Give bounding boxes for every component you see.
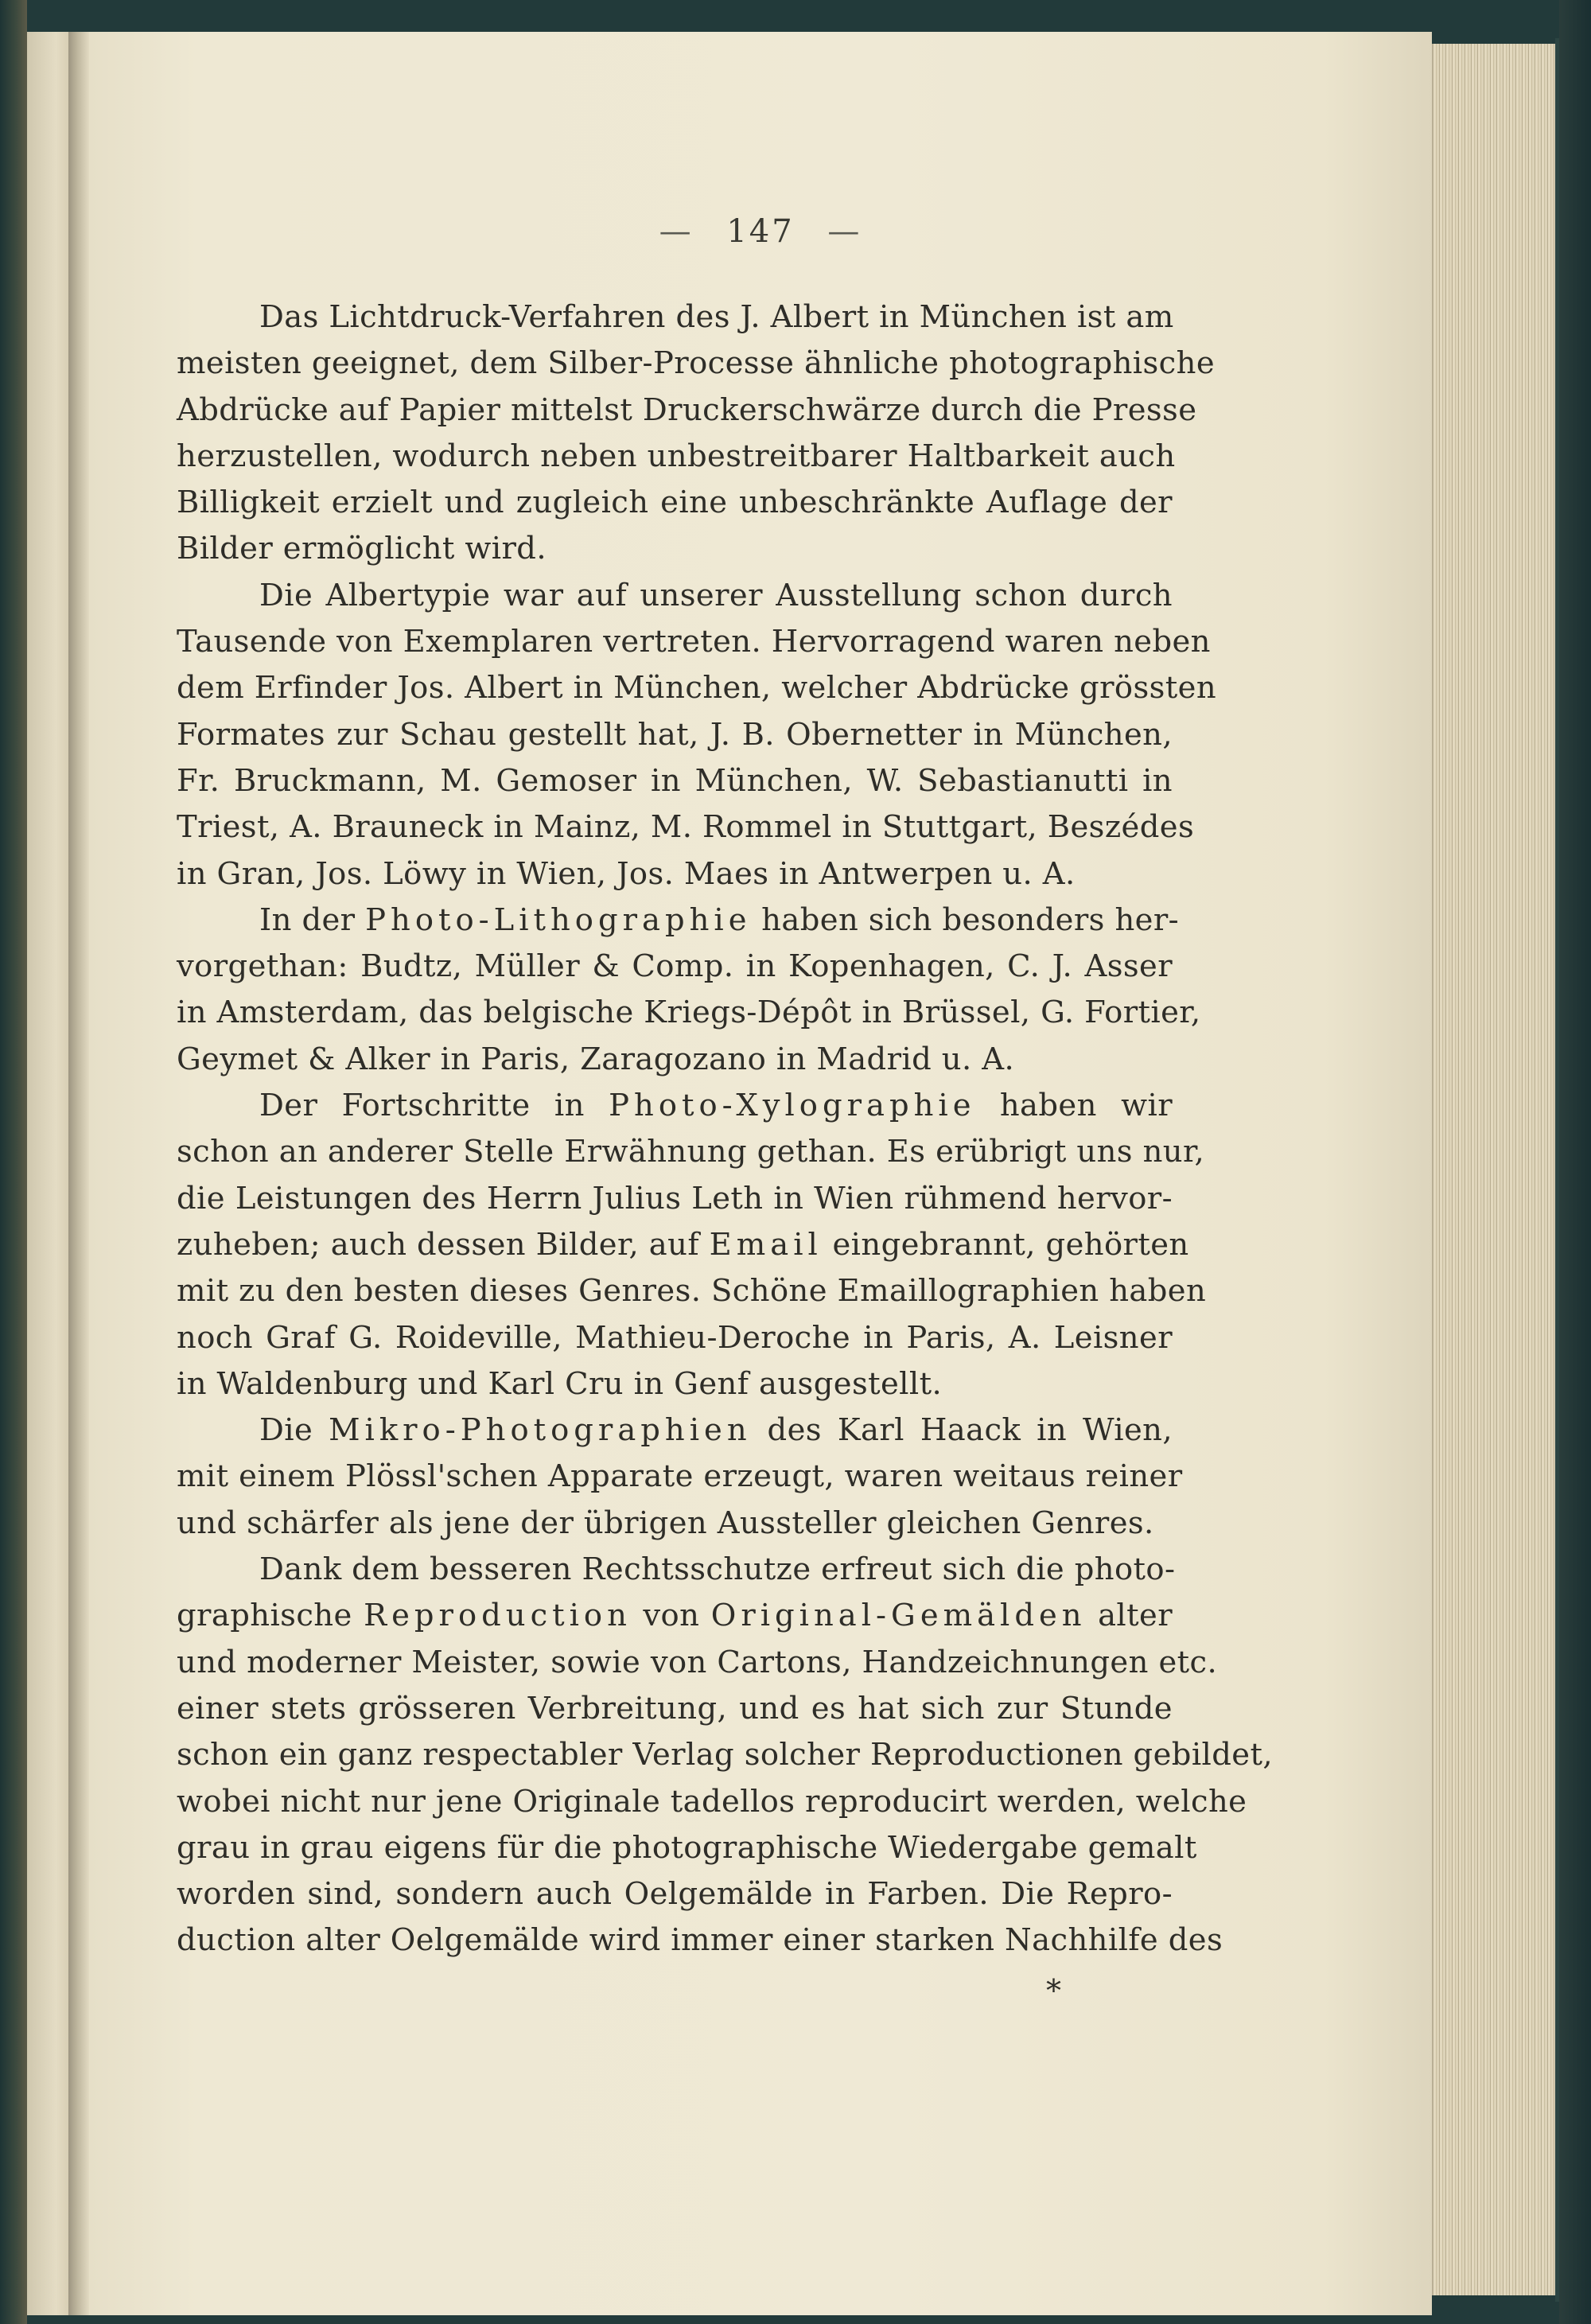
text-line [177, 897, 1180, 944]
text-segment: und schärfer als jene der übrigen Aussteller gleichen Genres. [177, 1505, 1154, 1541]
text-line [177, 1547, 1176, 1593]
text-line [177, 712, 1173, 758]
text-line [177, 1315, 1173, 1361]
text-segment: des Karl Haack in Wien, [751, 1412, 1173, 1449]
text-segment: meisten geeignet, dem Silber-Processe ähnliche photographische [177, 345, 1216, 382]
header-dash-left: — [659, 213, 694, 250]
text-line [177, 480, 1173, 526]
emphasized-term: Photo-Lithographie [365, 901, 752, 938]
text-line [177, 1640, 1218, 1686]
text-segment: Der Fortschritte in [259, 1088, 609, 1124]
paragraph [177, 573, 1217, 897]
backdrop-right [1559, 0, 1591, 2324]
text-line [177, 851, 1173, 897]
text-segment: herzustellen, wodurch neben unbestreitbarer Haltbarkeit auch [177, 438, 1176, 474]
paragraph [177, 294, 1216, 573]
body-text [177, 294, 1273, 1964]
emphasized-term: Mikro-Photographien [329, 1412, 752, 1449]
page-number: 147 [726, 213, 795, 250]
emphasized-term: Email [709, 1226, 823, 1263]
text-segment: grau in grau eigens für die photographische Wiedergabe gemalt [177, 1829, 1197, 1866]
facing-page-edge [27, 32, 68, 2315]
text-segment: die Leistungen des Herrn Julius Leth in Wien rühmend hervor- [177, 1180, 1173, 1216]
text-segment: einer stets grösseren Verbreitung, und es hat sich zur Stunde [177, 1690, 1173, 1726]
text-line [177, 1268, 1207, 1314]
text-segment: haben sich besonders her- [751, 901, 1180, 938]
paragraph [177, 1547, 1273, 1964]
text-segment: Abdrücke auf Papier mittelst Druckerschwärze durch die Presse [177, 391, 1197, 428]
text-segment: und moderner Meister, sowie von Cartons, Handzeichnungen etc. [177, 1644, 1218, 1680]
text-line [177, 1871, 1173, 1917]
text-segment: Das Lichtdruck-Verfahren des J. Albert in München ist am [259, 299, 1174, 335]
text-segment: Dank dem besseren Rechtsschutze erfreut sich die photo- [259, 1551, 1176, 1588]
text-line [177, 294, 1173, 341]
paragraph [177, 897, 1201, 1083]
page-header [89, 213, 1432, 250]
text-segment: Bilder ermöglicht wird. [177, 531, 547, 567]
text-line [177, 665, 1217, 711]
text-line [177, 1407, 1173, 1454]
emphasized-term: Original-Gemälden [710, 1598, 1087, 1634]
text-segment: Die Albertypie war auf unserer Ausstellung schon durch [259, 577, 1173, 613]
text-line [177, 1222, 1189, 1268]
text-segment: eingebrannt, gehörten [822, 1226, 1189, 1263]
text-line [177, 434, 1176, 480]
text-line [177, 1593, 1173, 1639]
text-segment: Fr. Bruckmann, M. Gemoser in München, W. Sebastianutti in [177, 762, 1173, 799]
text-segment: vorgethan: Budtz, Müller & Comp. in Kopenhagen, C. J. Asser [177, 948, 1173, 985]
text-segment: graphische [177, 1598, 364, 1634]
text-line [177, 1501, 1173, 1547]
text-segment: wobei nicht nur jene Originale tadellos reproducirt werden, welche [177, 1783, 1247, 1820]
text-segment: Formates zur Schau gestellt hat, J. B. Obernetter in München, [177, 716, 1173, 753]
text-segment: in Waldenburg und Karl Cru in Genf ausgestellt. [177, 1365, 943, 1402]
text-segment: Billigkeit erzielt und zugleich eine unbeschränkte Auflage der [177, 485, 1173, 521]
text-segment: In der [259, 901, 366, 938]
text-line [177, 526, 1173, 572]
text-line [177, 1361, 1173, 1407]
paragraph [177, 1083, 1207, 1407]
text-segment: mit zu den besten dieses Genres. Schöne Emaillographien haben [177, 1273, 1207, 1310]
text-segment: alter [1086, 1598, 1173, 1634]
text-segment: Die [259, 1412, 329, 1449]
text-segment: worden sind, sondern auch Oelgemälde in Farben. Die Repro- [177, 1876, 1173, 1913]
text-segment: schon ein ganz respectabler Verlag solcher Reproductionen gebildet, [177, 1737, 1273, 1773]
text-line [177, 1917, 1223, 1964]
text-line [177, 1686, 1173, 1732]
text-segment: Triest, A. Brauneck in Mainz, M. Rommel in Stuttgart, Beszédes [177, 809, 1195, 846]
text-segment: zuheben; auch dessen Bilder, auf [177, 1226, 710, 1263]
text-line [177, 1454, 1183, 1500]
text-line [177, 758, 1173, 804]
text-line [177, 1825, 1197, 1871]
text-segment: in Amsterdam, das belgische Kriegs-Dépôt in Brüssel, G. Fortier, [177, 995, 1201, 1031]
paragraph [177, 1407, 1183, 1547]
text-line [177, 1083, 1173, 1129]
text-segment: von [631, 1598, 711, 1634]
text-line [177, 1732, 1273, 1778]
book-gutter [68, 32, 89, 2315]
text-line [177, 1176, 1173, 1222]
text-line [177, 573, 1173, 619]
text-line [177, 1037, 1173, 1083]
backdrop-left [0, 0, 27, 2324]
text-segment: Tausende von Exemplaren vertreten. Hervorragend waren neben [177, 624, 1211, 660]
text-segment: dem Erfinder Jos. Albert in München, welcher Abdrücke grössten [177, 670, 1217, 707]
text-line [177, 944, 1173, 990]
text-segment: haben wir [975, 1088, 1173, 1124]
text-line [177, 619, 1211, 665]
text-segment: duction alter Oelgemälde wird immer einer starken Nachhilfe des [177, 1922, 1223, 1959]
text-segment: in Gran, Jos. Löwy in Wien, Jos. Maes in Antwerpen u. A. [177, 855, 1076, 892]
text-line [177, 1129, 1205, 1175]
text-segment: mit einem Plössl'schen Apparate erzeugt, waren weitaus reiner [177, 1458, 1183, 1495]
text-line [177, 387, 1197, 434]
text-segment: schon an anderer Stelle Erwähnung gethan. Es erübrigt uns nur, [177, 1134, 1205, 1170]
text-line [177, 341, 1216, 387]
emphasized-term: Reproduction [364, 1598, 632, 1634]
emphasized-term: Photo-Xylographie [609, 1088, 976, 1124]
page-block-edges [1432, 44, 1561, 2295]
text-segment: noch Graf G. Roideville, Mathieu-Deroche in Paris, A. Leisner [177, 1319, 1173, 1356]
text-line [177, 990, 1201, 1036]
header-dash-right: — [827, 213, 862, 250]
text-segment: Geymet & Alker in Paris, Zaragozano in Madrid u. A. [177, 1041, 1015, 1077]
signature-mark: * [1046, 1973, 1061, 2008]
text-line [177, 1779, 1247, 1825]
text-line [177, 804, 1195, 851]
